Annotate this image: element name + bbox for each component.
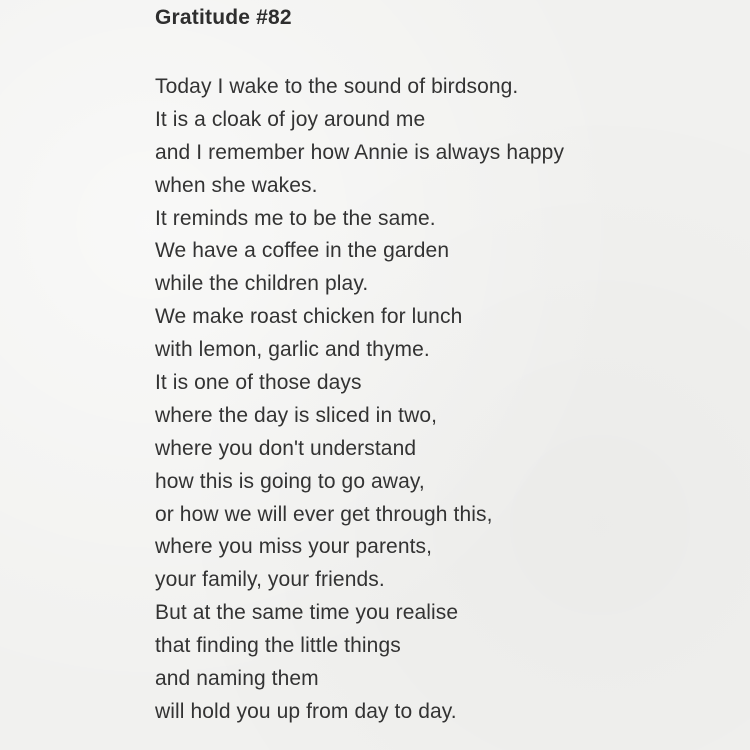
poem-line: and I remember how Annie is always happy xyxy=(155,140,565,164)
poem-line: while the children play. xyxy=(155,272,369,296)
poem-line: We have a coffee in the garden xyxy=(155,239,450,263)
poem-line: and naming them xyxy=(155,667,319,691)
poem-title: Gratitude #82 xyxy=(155,6,292,29)
poem-line: It reminds me to be the same. xyxy=(155,206,436,230)
poem-line: your family, your friends. xyxy=(155,568,385,592)
poem-line: will hold you up from day to day. xyxy=(155,699,457,723)
poem-line: But at the same time you realise xyxy=(155,601,459,625)
poem-line: where you miss your parents, xyxy=(155,535,433,559)
poem-line: where the day is sliced in two, xyxy=(155,403,438,427)
poem-line: It is a cloak of joy around me xyxy=(155,107,426,131)
poem-line: when she wakes. xyxy=(155,173,318,197)
poem-line: or how we will ever get through this, xyxy=(155,502,493,526)
poem-line: with lemon, garlic and thyme. xyxy=(155,338,430,362)
poem-line: It is one of those days xyxy=(155,371,362,395)
poem-line: Today I wake to the sound of birdsong. xyxy=(155,75,519,98)
poem-line: how this is going to go away, xyxy=(155,469,425,493)
poem-line: that finding the little things xyxy=(155,634,401,658)
poem-line: where you don't understand xyxy=(155,436,417,460)
poem-body xyxy=(155,71,564,729)
poem-line: We make roast chicken for lunch xyxy=(155,305,463,329)
